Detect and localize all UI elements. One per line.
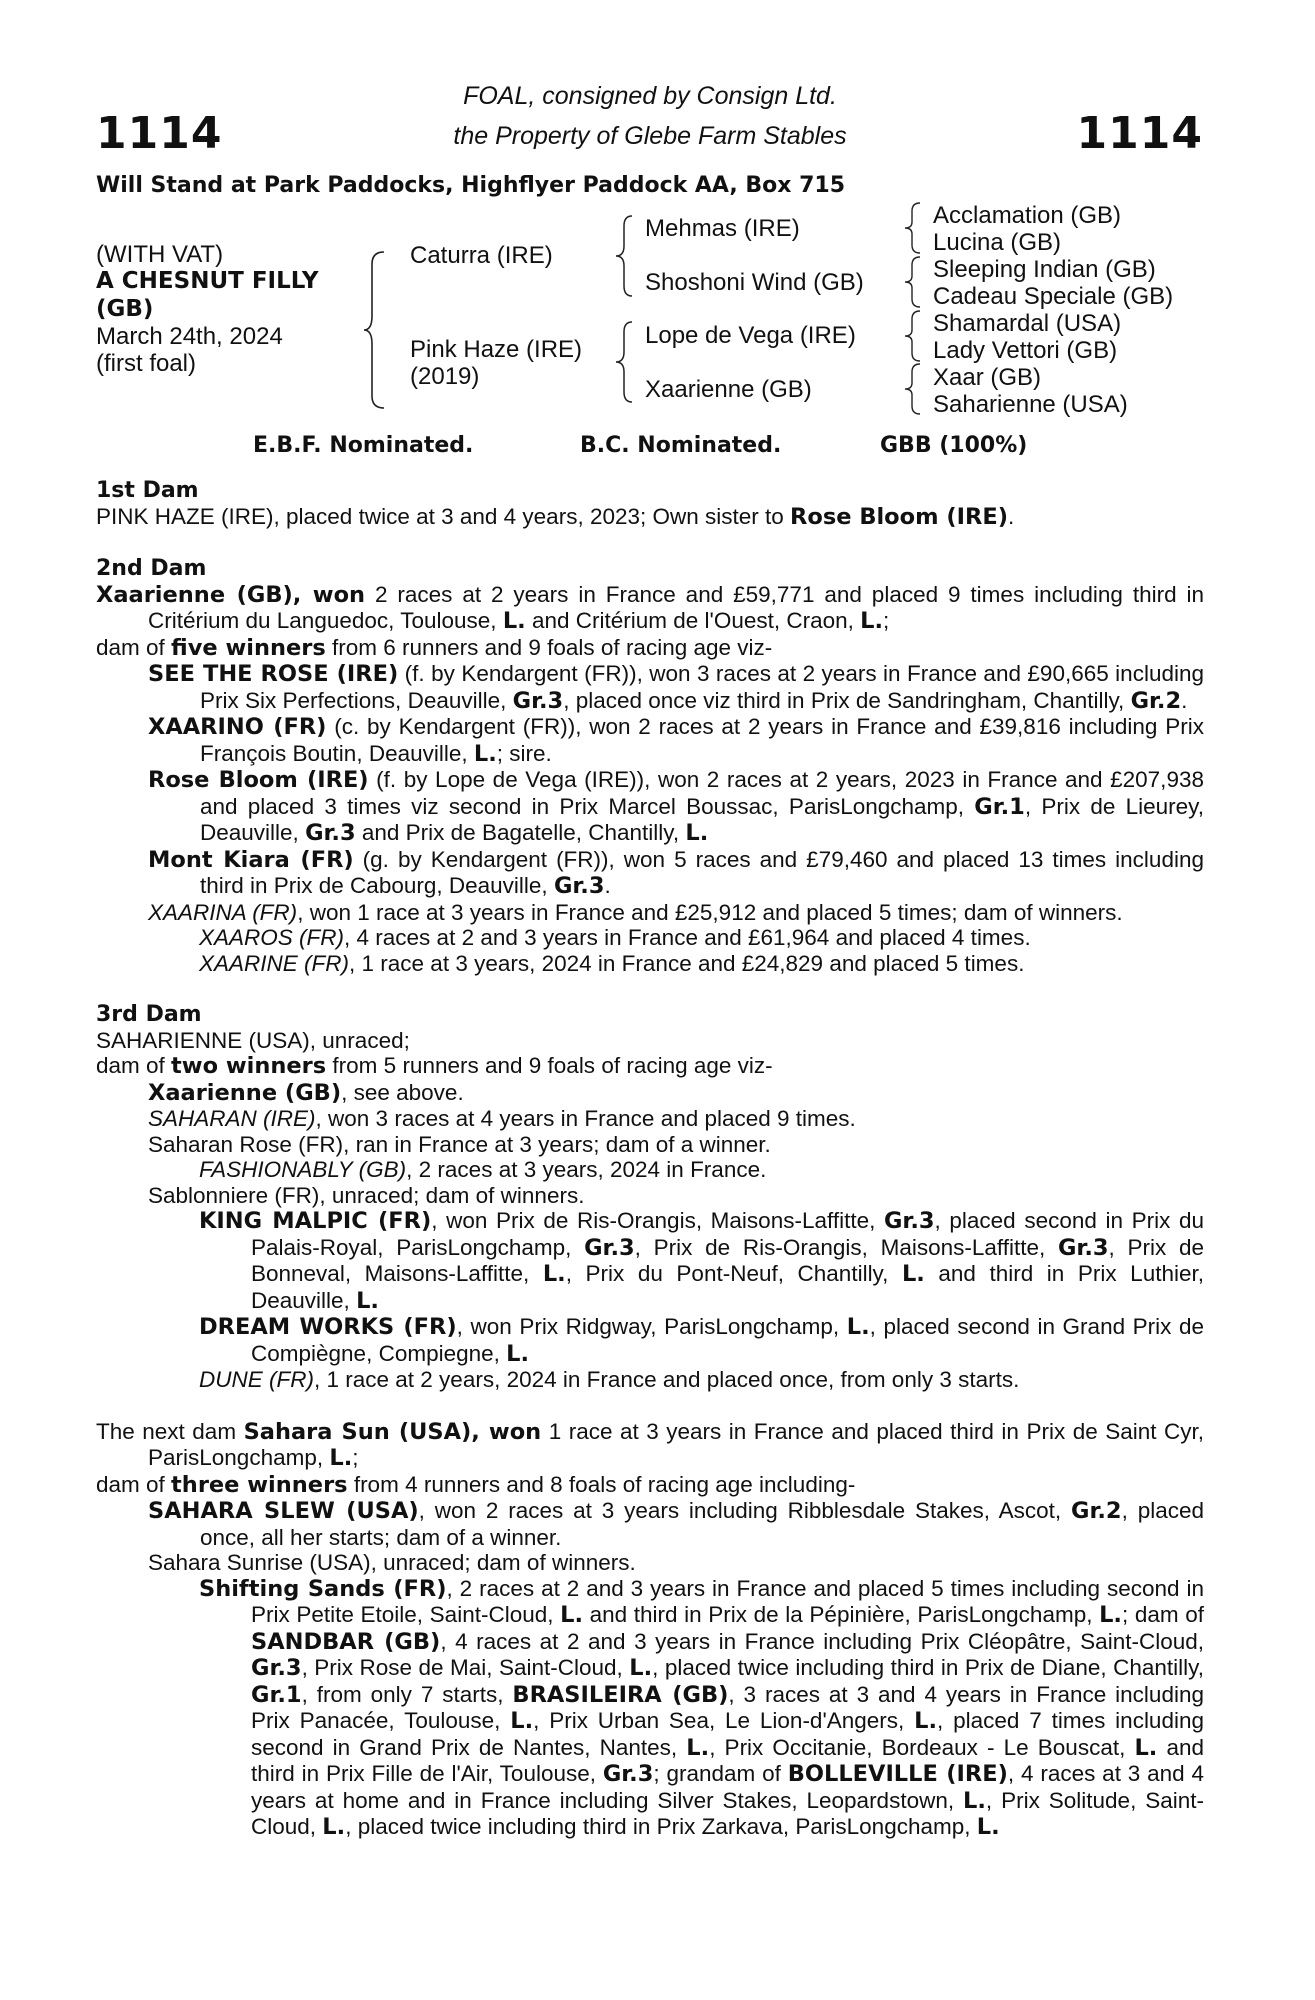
second-dam-line: Rose Bloom (IRE) (f. by Lope de Vega (IRE)), won 2 races at 2 years, 2023 in France and £207,938 and placed 3 times viz second in Prix Marcel Boussac, ParisLongchamp, Gr.1, Prix de Lieurey, Deauville, Gr.3 and Prix de Bagatelle, Chantilly, L. (148, 767, 1204, 846)
property-line: the Property of Glebe Farm Stables (453, 122, 847, 150)
dam-year: (2019) (410, 363, 480, 390)
next-dam-line: The next dam Sahara Sun (USA), won 1 race at 3 years in France and placed third in Prix de Saint Cyr, ParisLongchamp, L.; (96, 1418, 1205, 1471)
pedigree-brace-main (362, 250, 392, 410)
second-dam-line: XAARINO (FR) (c. by Kendargent (FR)), won 2 races at 2 years in France and £39,816 including Prix François Boutin, Deauville, L.; sire. (148, 714, 1204, 767)
pedigree-brace-g3-2 (902, 255, 924, 309)
first-dam-heading: 1st Dam (96, 478, 199, 503)
lot-number-left: 1114 (96, 108, 223, 159)
third-dam-section (96, 1002, 1204, 1393)
next-dam-line: SAHARA SLEW (USA), won 2 races at 3 years including Ribblesdale Stakes, Ascot, Gr.2, placed once, all her starts; dam of a winner. (148, 1498, 1204, 1550)
gbb-rating: GBB (100%) (880, 433, 1028, 458)
g3-ancestor-8: Saharienne (USA) (933, 391, 1128, 418)
pedigree-brace-sire (614, 214, 636, 298)
third-dam-heading: 3rd Dam (96, 1002, 202, 1027)
next-dam-line: Sahara Sunrise (USA), unraced; dam of winners. (148, 1550, 636, 1575)
g3-ancestor-2: Lucina (GB) (933, 229, 1062, 256)
consignor-line: FOAL, consigned by Consign Ltd. (463, 82, 837, 110)
pedigree-brace-g3-4 (902, 362, 924, 416)
foaling-date: March 24th, 2024 (96, 323, 283, 350)
next-dam-section (96, 1419, 1204, 1841)
sire-sire: Mehmas (IRE) (645, 215, 800, 242)
next-dam-line: dam of three winners from 4 runners and 8 foals of racing age including- (96, 1471, 856, 1498)
vat-note: (WITH VAT) (96, 241, 224, 268)
foal-description: A CHESNUT FILLY (96, 268, 319, 294)
dam-sire: Lope de Vega (IRE) (645, 322, 856, 349)
g3-ancestor-3: Sleeping Indian (GB) (933, 256, 1156, 283)
foal-note: (first foal) (96, 350, 197, 377)
next-dam-text (96, 1419, 1204, 1841)
pedigree-brace-dam (614, 320, 636, 404)
pedigree-brace-g3-3 (902, 309, 924, 363)
dam-dam: Xaarienne (GB) (645, 376, 812, 403)
g3-ancestor-6: Lady Vettori (GB) (933, 337, 1118, 364)
second-dam-section (96, 556, 1204, 976)
catalogue-page-body (96, 478, 1204, 1867)
g3-ancestor-7: Xaar (GB) (933, 364, 1042, 391)
third-dam-text (96, 1028, 1204, 1393)
second-dam-line: XAARINA (FR), won 1 race at 3 years in France and £25,912 and placed 5 times; dam of winners. (148, 899, 1123, 925)
next-dam-line: Shifting Sands (FR), 2 races at 2 and 3 years in France and placed 5 times including second in Prix Petite Etoile, Saint-Cloud, L. and third in Prix de la Pépinière, ParisLongchamp, L.; dam of SANDBAR (GB), 4 races at 2 and 3 years in France including Prix Cléopâtre, Saint-Cloud, Gr.3, Prix Rose de Mai, Saint-Cloud, L., placed twice including third in Prix de Diane, Chantilly, Gr.1, from only 7 starts, BRASILEIRA (GB), 3 races at 3 and 4 years in France including Prix Panacée, Toulouse, L., Prix Urban Sea, Le Lion-d'Angers, L., placed 7 times including second in Grand Prix de Nantes, Nantes, L., Prix Occitanie, Bordeaux - Le Bouscat, L. and third in Prix Fille de l'Air, Toulouse, Gr.3; grandam of BOLLEVILLE (IRE), 4 races at 3 and 4 years at home and in France including Silver Stakes, Leopardstown, L., Prix Solitude, Saint-Cloud, L., placed twice including third in Prix Zarkava, ParisLongchamp, L. (199, 1575, 1205, 1840)
third-dam-line: dam of two winners from 5 runners and 9 foals of racing age viz- (96, 1053, 773, 1079)
third-dam-line: Saharan Rose (FR), ran in France at 3 years; dam of a winner. (148, 1131, 771, 1157)
second-dam-line: Mont Kiara (FR) (g. by Kendargent (FR)), won 5 races and £79,460 and placed 13 times including third in Prix de Cabourg, Deauville, Gr.3. (148, 846, 1204, 899)
sire-dam: Shoshoni Wind (GB) (645, 269, 864, 296)
foal-country: (GB) (96, 296, 154, 322)
first-dam-section (96, 478, 1204, 530)
stand-location: Will Stand at Park Paddocks, Highflyer Paddock AA, Box 715 (96, 173, 846, 198)
g3-ancestor-5: Shamardal (USA) (933, 310, 1122, 337)
second-dam-text (96, 582, 1204, 977)
ebf-nomination: E.B.F. Nominated. (253, 433, 474, 458)
pedigree-brace-g3-1 (902, 201, 924, 255)
second-dam-line: XAARINE (FR), 1 race at 3 years, 2024 in France and £24,829 and placed 5 times. (199, 950, 1025, 976)
third-dam-line: Xaarienne (GB), see above. (148, 1079, 464, 1106)
second-dam-line: Xaarienne (GB), won 2 races at 2 years in France and £59,771 and placed 9 times including third in Critérium du Languedoc, Toulouse, L. and Critérium de l'Ouest, Craon, L.; (96, 581, 1205, 634)
third-dam-line: SAHARAN (IRE), won 3 races at 4 years in France and placed 9 times. (148, 1106, 856, 1131)
g3-ancestor-1: Acclamation (GB) (933, 202, 1122, 229)
first-dam-text (96, 504, 1204, 531)
second-dam-line: dam of five winners from 6 runners and 9 foals of racing age viz- (96, 634, 773, 661)
lot-number-right: 1114 (1076, 108, 1203, 159)
sire-name: Caturra (IRE) (410, 242, 553, 269)
first-dam-line: PINK HAZE (IRE), placed twice at 3 and 4 years, 2023; Own sister to Rose Bloom (IRE). (96, 503, 1015, 530)
third-dam-line: KING MALPIC (FR), won Prix de Ris-Orangis, Maisons-Laffitte, Gr.3, placed second in Prix du Palais-Royal, ParisLongchamp, Gr.3, Prix de Ris-Orangis, Maisons-Laffitte, Gr.3, Prix de Bonneval, Maisons-Laffitte, L., Prix du Pont-Neuf, Chantilly, L. and third in Prix Luthier, Deauville, L. (199, 1208, 1204, 1314)
third-dam-line: SAHARIENNE (USA), unraced; (96, 1027, 410, 1053)
second-dam-line: XAAROS (FR), 4 races at 2 and 3 years in France and £61,964 and placed 4 times. (199, 925, 1031, 950)
bc-nomination: B.C. Nominated. (580, 433, 782, 458)
g3-ancestor-4: Cadeau Speciale (GB) (933, 283, 1174, 310)
third-dam-line: DREAM WORKS (FR), won Prix Ridgway, ParisLongchamp, L., placed second in Grand Prix de Compiègne, Compiegne, L. (199, 1314, 1205, 1367)
third-dam-line: FASHIONABLY (GB), 2 races at 3 years, 2024 in France. (199, 1157, 767, 1182)
second-dam-heading: 2nd Dam (96, 556, 207, 581)
third-dam-line: DUNE (FR), 1 race at 2 years, 2024 in France and placed once, from only 3 starts. (199, 1367, 1020, 1392)
third-dam-line: Sablonniere (FR), unraced; dam of winners. (148, 1182, 585, 1208)
dam-name: Pink Haze (IRE) (410, 336, 583, 363)
second-dam-line: SEE THE ROSE (IRE) (f. by Kendargent (FR)), won 3 races at 2 years in France and £90,665 including Prix Six Perfections, Deauville, Gr.3, placed once viz third in Prix de Sandringham, Chantilly, Gr.2. (148, 661, 1204, 714)
